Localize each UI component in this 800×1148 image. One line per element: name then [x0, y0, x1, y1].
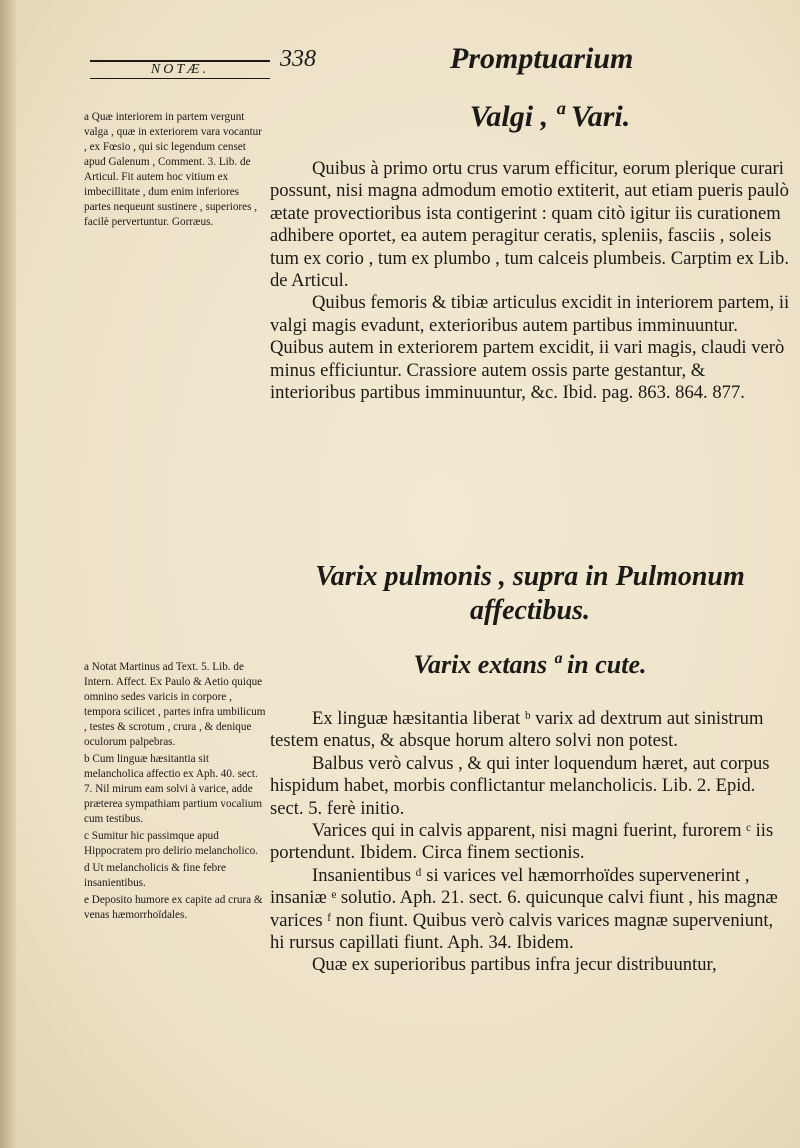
- header-notae-label: NOTÆ.: [90, 60, 270, 79]
- margin-note: b Cum linguæ hæsitantia sit melancholica affectio ex Aph. 40. sect. 7. Nil mirum eam solvi à varice, adde præterea sympathiam partium vocalium cum testibus.: [84, 753, 263, 825]
- margin-note: d Ut melancholicis & fine febre insanientibus.: [84, 862, 226, 889]
- page-header: [80, 40, 780, 85]
- section-body-varix-extans: [270, 708, 790, 977]
- margin-note: a Notat Martinus ad Text. 5. Lib. de Intern. Affect. Ex Paulo & Aetio quique omnino sedes varicis in corpore , tempora scilicet , partes infra umbilicum , testes & scrotum , crura , & denique oculorum palpebras.: [84, 661, 266, 748]
- section-heading-varix-pulmonis: Varix pulmonis , supra in Pulmonum affectibus.: [315, 561, 745, 626]
- page-number: 338: [280, 46, 316, 72]
- section-heading-valgi: Valgi , ª Vari.: [469, 100, 631, 133]
- paragraph: Quibus à primo ortu crus varum efficitur, eorum plerique curari possunt, nisi magna admodum emotio extiterit, aut etiam pueris paulò ætate provectioribus ista contigerint : quam citò igitur iis curationem adhibere oportet, ea autem peragitur ceratis, spleniis, fasciis , soleis tum ex corio , tum ex plumbo , tum calceis plumbeis. Carptim ex Lib. de Articul.: [270, 158, 789, 292]
- running-title: Promptuarium: [450, 42, 634, 75]
- section-heading-varix-extans: Varix extans ª in cute.: [413, 650, 647, 679]
- paragraph: Varices qui in calvis apparent, nisi magni fuerint, furorem ᶜ iis portendunt. Ibidem. Circa finem sectionis.: [270, 820, 774, 864]
- margin-note: a Quæ interiorem in partem vergunt valga , quæ in exteriorem vara vocantur , ex Fœsio , qui sic legendum censet apud Galenum , Comment. 3. Lib. de Articul. Fit autem hoc vitium ex imbecillitate , dum enim inferiores partes nequeunt sustinere , superiores , facilè pervertuntur. Gorræus.: [84, 111, 263, 228]
- paragraph: Ex linguæ hæsitantia liberat ᵇ varix ad dextrum aut sinistrum testem enatus, & absque horum altero solvi non potest.: [270, 708, 764, 752]
- paragraph: Insanientibus ᵈ si varices vel hæmorrhoïdes supervenerint , insaniæ ᵉ solutio. Aph. 21. sect. 6. quicunque calvi fiunt , his magnæ varices ᶠ non fiunt. Quibus verò calvis varices magnæ superveniunt, hi rursus capillati fiunt. Aph. 34. Ibidem.: [270, 864, 778, 954]
- section-body-valgi: [270, 158, 790, 404]
- page-binding: [0, 0, 16, 1148]
- paragraph: Quibus femoris & tibiæ articulus excidit in interiorem partem, ii valgi magis evadunt, exterioribus autem partibus imminuuntur. Quibus autem in exteriorem partem excidit, ii vari magis, claudi verò minus efficiuntur. Crassiore autem ossis parte gestantur, & interioribus partibus imminuuntur, &c. Ibid. pag. 863. 864. 877.: [270, 292, 790, 404]
- paragraph: Quæ ex superioribus partibus infra jecur distribuuntur,: [312, 954, 717, 976]
- margin-note: c Sumitur hic passimque apud Hippocratem pro delirio melancholico.: [84, 830, 258, 857]
- margin-notes-bottom: [84, 660, 266, 925]
- paragraph: Balbus verò calvus , & qui inter loquendum hæret, aut corpus hispidum habet, morbis conflictantur melancholicis. Lib. 2. Epid. sect. 5. ferè initio.: [270, 752, 770, 819]
- margin-note: e Deposito humore ex capite ad crura & venas hæmorrhoïdales.: [84, 894, 263, 921]
- margin-notes-top: [84, 110, 266, 232]
